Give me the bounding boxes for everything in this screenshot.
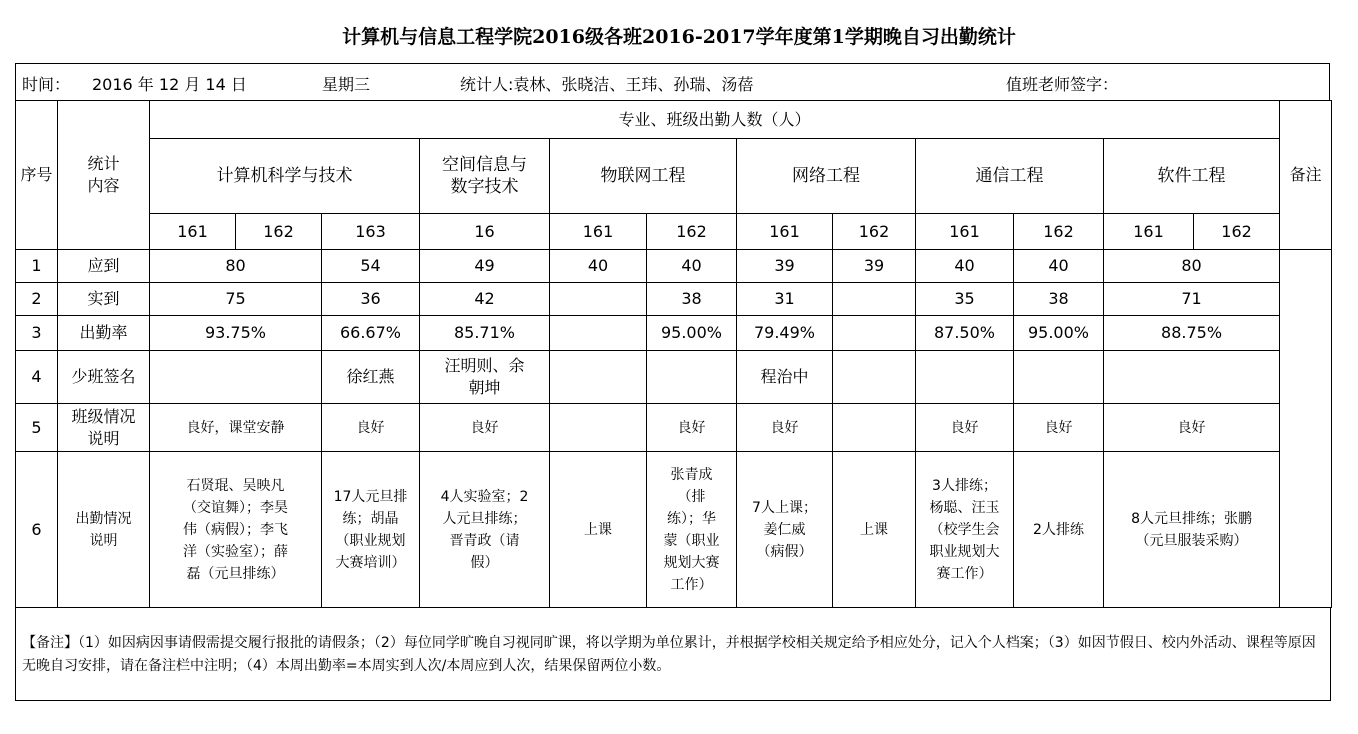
cell-actual-comm161: 35 bbox=[916, 283, 1014, 316]
class-iot-161: 161 bbox=[550, 214, 647, 250]
cell-rate-seq: 3 bbox=[16, 316, 58, 351]
cell-absent-comm162 bbox=[1014, 351, 1104, 404]
cell-expected-net162: 39 bbox=[833, 250, 916, 283]
cell-rate-soft: 88.75% bbox=[1104, 316, 1280, 351]
class-net-161: 161 bbox=[737, 214, 833, 250]
cell-actual-cs: 75 bbox=[150, 283, 322, 316]
row-expected bbox=[16, 250, 1332, 283]
cell-absent-iot161 bbox=[550, 351, 647, 404]
cell-actual-seq: 2 bbox=[16, 283, 58, 316]
cell-rate-net162 bbox=[833, 316, 916, 351]
cell-actual-space: 42 bbox=[420, 283, 550, 316]
header-content: 统计 内容 bbox=[58, 101, 150, 250]
notes: 【备注】（1）如因病因事请假需提交履行报批的请假条；（2）每位同学旷晚自习视同旷课，将以学期为单位累计，并根据学校相关规定给予相应处分，记入个人档案；（3）如因节假日、校内外活动、课程等原因无晚自习安排，请在备注栏中注明；（4）本周出勤率=本周实到人次/本周应到人次，结果保留两位小数。 bbox=[15, 607, 1331, 701]
cell-absent-label: 少班签名 bbox=[58, 351, 150, 404]
cell-attendance-seq: 6 bbox=[16, 452, 58, 608]
major-spatial: 空间信息与 数字技术 bbox=[420, 139, 550, 214]
class-soft-161: 161 bbox=[1104, 214, 1194, 250]
cell-expected-space: 49 bbox=[420, 250, 550, 283]
cell-condition-soft: 良好 bbox=[1104, 404, 1280, 452]
cell-absent-comm161 bbox=[916, 351, 1014, 404]
page-title: 计算机与信息工程学院2016级各班2016-2017学年度第1学期晚自习出勤统计 bbox=[342, 26, 1016, 48]
cell-absent-iot162 bbox=[647, 351, 737, 404]
class-comm-162: 162 bbox=[1014, 214, 1104, 250]
row-actual bbox=[16, 283, 1332, 316]
cell-actual-c163: 36 bbox=[322, 283, 420, 316]
class-cs-162: 162 bbox=[236, 214, 322, 250]
cell-expected-net161: 39 bbox=[737, 250, 833, 283]
class-spatial-16: 16 bbox=[420, 214, 550, 250]
header-row-classes bbox=[16, 214, 1332, 250]
class-cs-161: 161 bbox=[150, 214, 236, 250]
cell-absent-net162 bbox=[833, 351, 916, 404]
cell-attendance-space: 4人实验室；2 人元旦排练； 晋青政（请 假） bbox=[420, 452, 550, 608]
class-cs-163: 163 bbox=[322, 214, 420, 250]
row-rate bbox=[16, 316, 1332, 351]
major-iot: 物联网工程 bbox=[550, 139, 737, 214]
cell-expected-comm162: 40 bbox=[1014, 250, 1104, 283]
cell-condition-space: 良好 bbox=[420, 404, 550, 452]
date-label: 时间： bbox=[22, 75, 71, 94]
cell-rate-net161: 79.49% bbox=[737, 316, 833, 351]
cell-condition-comm162: 良好 bbox=[1014, 404, 1104, 452]
attendance-table bbox=[15, 100, 1332, 608]
cell-attendance-soft: 8人元旦排练；张鹏 （元旦服装采购） bbox=[1104, 452, 1280, 608]
cell-condition-c163: 良好 bbox=[322, 404, 420, 452]
cell-condition-cs: 良好，课堂安静 bbox=[150, 404, 322, 452]
class-net-162: 162 bbox=[833, 214, 916, 250]
row-absent bbox=[16, 351, 1332, 404]
cell-rate-iot161 bbox=[550, 316, 647, 351]
cell-attendance-cs: 石贤琨、吴映凡 （交谊舞）；李昊 伟（病假）；李飞 洋（实验室）；薛 磊（元旦排练） bbox=[150, 452, 322, 608]
cell-actual-soft: 71 bbox=[1104, 283, 1280, 316]
class-iot-162: 162 bbox=[647, 214, 737, 250]
header-row-group bbox=[16, 101, 1332, 139]
cell-absent-net161: 程治中 bbox=[737, 351, 833, 404]
date-value: 2016 年 12 月 14 日 bbox=[92, 75, 247, 94]
class-soft-162: 162 bbox=[1194, 214, 1280, 250]
cell-actual-net161: 31 bbox=[737, 283, 833, 316]
row-attendance bbox=[16, 452, 1332, 608]
cell-actual-iot162: 38 bbox=[647, 283, 737, 316]
cell-actual-iot161 bbox=[550, 283, 647, 316]
cell-expected-iot161: 40 bbox=[550, 250, 647, 283]
cell-actual-comm162: 38 bbox=[1014, 283, 1104, 316]
cell-condition-net162 bbox=[833, 404, 916, 452]
cell-attendance-iot161: 上课 bbox=[550, 452, 647, 608]
remarks-cell bbox=[1280, 250, 1332, 608]
cell-attendance-comm162: 2人排练 bbox=[1014, 452, 1104, 608]
cell-absent-cs bbox=[150, 351, 322, 404]
cell-expected-label: 应到 bbox=[58, 250, 150, 283]
cell-rate-c163: 66.67% bbox=[322, 316, 420, 351]
cell-rate-cs: 93.75% bbox=[150, 316, 322, 351]
cell-attendance-c163: 17人元旦排 练；胡晶 （职业规划 大赛培训） bbox=[322, 452, 420, 608]
major-communication: 通信工程 bbox=[916, 139, 1104, 214]
cell-actual-net162 bbox=[833, 283, 916, 316]
header-remarks: 备注 bbox=[1280, 101, 1332, 250]
weekday: 星期三 bbox=[322, 75, 371, 94]
header-row-majors bbox=[16, 139, 1332, 214]
cell-attendance-iot162: 张青成 （排 练）；华 蒙（职业 规划大赛 工作） bbox=[647, 452, 737, 608]
major-software: 软件工程 bbox=[1104, 139, 1280, 214]
cell-rate-iot162: 95.00% bbox=[647, 316, 737, 351]
cell-absent-soft bbox=[1104, 351, 1280, 404]
teacher-signature: 值班老师签字： bbox=[1006, 75, 1119, 94]
cell-rate-comm161: 87.50% bbox=[916, 316, 1014, 351]
cell-attendance-label: 出勤情况 说明 bbox=[58, 452, 150, 608]
row-condition bbox=[16, 404, 1332, 452]
cell-condition-seq: 5 bbox=[16, 404, 58, 452]
stats-by: 统计人:袁林、张晓洁、王玮、孙瑞、汤蓓 bbox=[460, 75, 754, 94]
major-network: 网络工程 bbox=[737, 139, 916, 214]
cell-expected-soft: 80 bbox=[1104, 250, 1280, 283]
cell-rate-comm162: 95.00% bbox=[1014, 316, 1104, 351]
cell-condition-label: 班级情况 说明 bbox=[58, 404, 150, 452]
cell-expected-seq: 1 bbox=[16, 250, 58, 283]
cell-attendance-net161: 7人上课； 姜仁威 （病假） bbox=[737, 452, 833, 608]
info-bar bbox=[15, 63, 1330, 101]
cell-expected-iot162: 40 bbox=[647, 250, 737, 283]
cell-rate-space: 85.71% bbox=[420, 316, 550, 351]
header-seq: 序号 bbox=[16, 101, 58, 250]
cell-condition-iot161 bbox=[550, 404, 647, 452]
cell-absent-c163: 徐红燕 bbox=[322, 351, 420, 404]
cell-condition-net161: 良好 bbox=[737, 404, 833, 452]
cell-expected-comm161: 40 bbox=[916, 250, 1014, 283]
cell-rate-label: 出勤率 bbox=[58, 316, 150, 351]
class-comm-161: 161 bbox=[916, 214, 1014, 250]
cell-expected-c163: 54 bbox=[322, 250, 420, 283]
cell-absent-seq: 4 bbox=[16, 351, 58, 404]
cell-condition-iot162: 良好 bbox=[647, 404, 737, 452]
header-group: 专业、班级出勤人数（人） bbox=[150, 101, 1280, 139]
major-cs: 计算机科学与技术 bbox=[150, 139, 420, 214]
cell-expected-cs: 80 bbox=[150, 250, 322, 283]
cell-attendance-comm161: 3人排练； 杨聪、汪玉 （校学生会 职业规划大 赛工作） bbox=[916, 452, 1014, 608]
cell-attendance-net162: 上课 bbox=[833, 452, 916, 608]
cell-absent-space: 汪明则、余 朝坤 bbox=[420, 351, 550, 404]
cell-actual-label: 实到 bbox=[58, 283, 150, 316]
cell-condition-comm161: 良好 bbox=[916, 404, 1014, 452]
